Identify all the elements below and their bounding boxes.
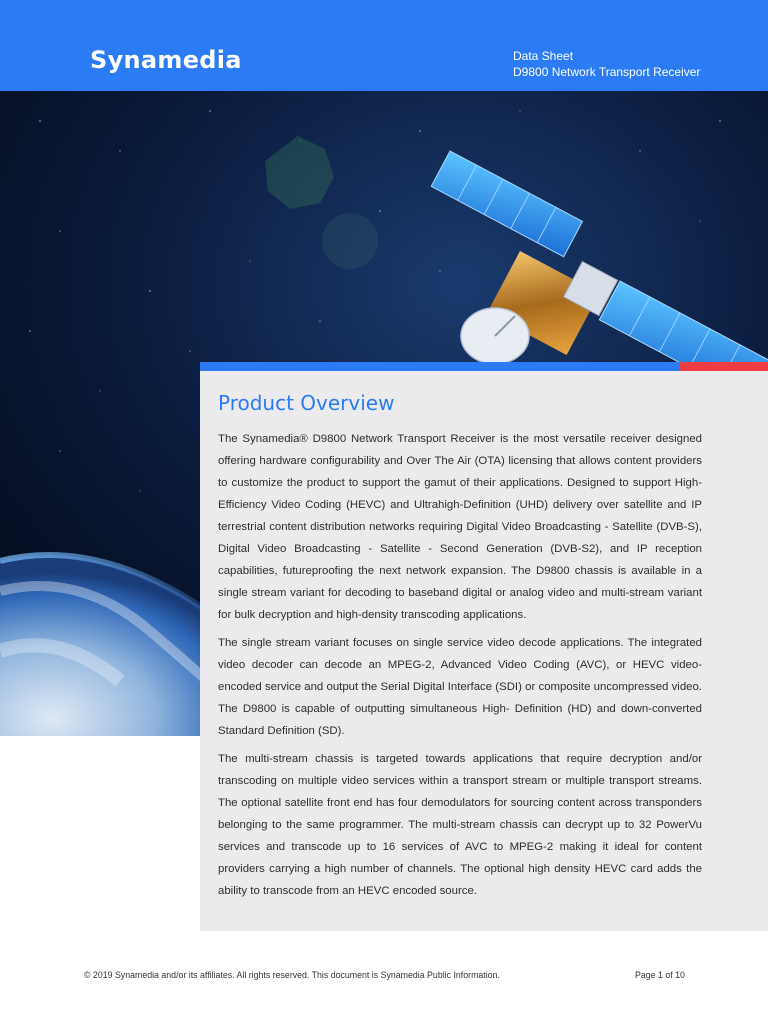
doc-type-label: Data Sheet xyxy=(513,49,574,63)
paragraph: The Synamedia® D9800 Network Transport Receiver is the most versatile receiver designed offering hardware configurability and Over The Air (OTA) licensing that allows content providers to customize the product to support the gamut of their applications. Designed to support High-Efficiency Video Coding (HEVC) and Ultrahigh-Definition (UHD) delivery over satellite and IP terrestrial content distribution networks requiring Digital Video Broadcasting - Satellite (DVB-S), Digital Video Broadcasting - Satellite - Second Generation (DVB-S2), and IP reception capabilities, futureproofing the next network expansion. The D9800 chassis is available in a single stream variant for decoding to baseband digital or analog video and multi-stream variant for bulk decryption and high-density transcoding applications. xyxy=(218,433,702,621)
doc-title-label: D9800 Network Transport Receiver xyxy=(513,65,701,79)
overview-body xyxy=(218,428,702,908)
footer-copyright: © 2019 Synamedia and/or its affiliates. All rights reserved. This document is Synamedia Public Information. xyxy=(84,970,500,980)
page-header xyxy=(0,0,768,91)
page-number: Page 1 of 10 xyxy=(635,970,685,980)
section-heading: Product Overview xyxy=(218,391,395,415)
panel-accent-bar-blue xyxy=(200,362,680,371)
synamedia-logo: Synamedia xyxy=(90,46,242,74)
panel-accent-bar-red xyxy=(680,362,768,371)
paragraph: The single stream variant focuses on single service video decode applications. The integrated video decoder can decode an MPEG-2, Advanced Video Coding (AVC), or HEVC video-encoded service and output the Serial Digital Interface (SDI) or composite uncompressed video. The D9800 is capable of outputting simultaneous High- Definition (HD) and down-converted Standard Definition (SD). xyxy=(218,637,702,737)
paragraph: The multi-stream chassis is targeted towards applications that require decryption and/or transcoding on multiple video services within a transport stream or multiple transport streams. The optional satellite front end has four demodulators for sourcing content across transponders belonging to the same programmer. The multi-stream chassis can decrypt up to 32 PowerVu services and transcode up to 16 services of AVC to MPEG-2 making it ideal for content providers carrying a high number of channels. The optional high density HEVC card adds the ability to transcode from an HEVC encoded source. xyxy=(218,753,702,897)
product-overview-panel xyxy=(200,362,768,931)
